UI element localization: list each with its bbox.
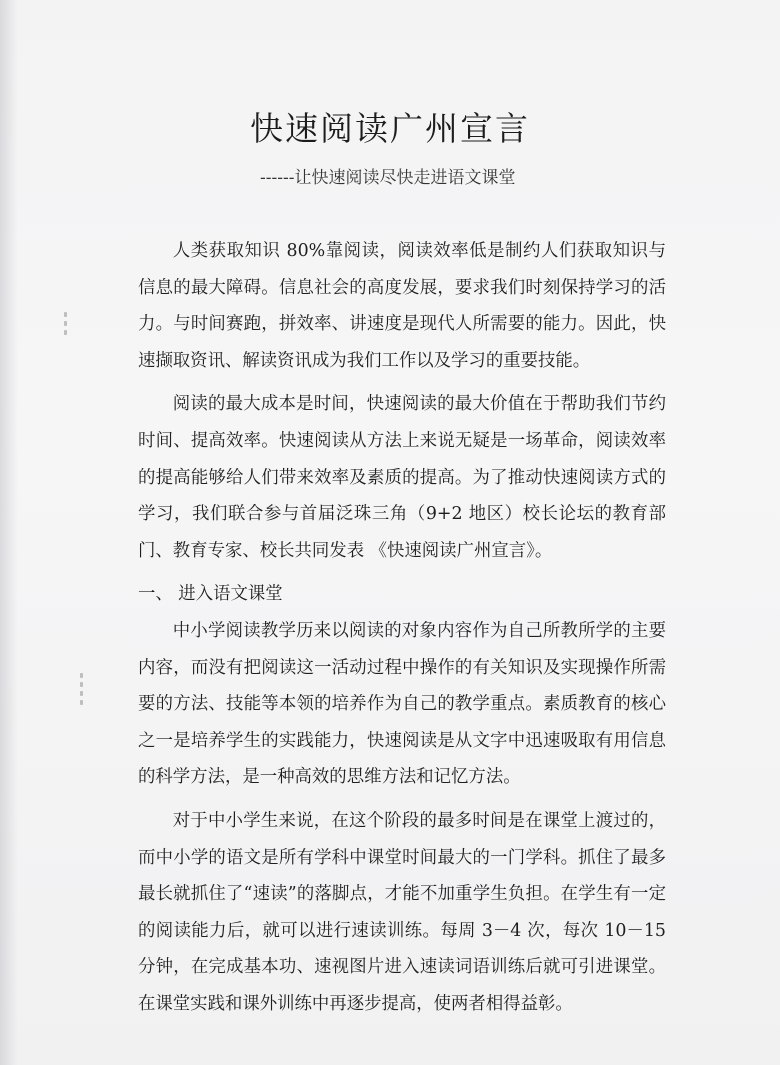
document-body bbox=[138, 233, 666, 1029]
body-paragraph: 阅读的最大成本是时间，快速阅读的最大价值在于帮助我们节约时间、提高效率。快速阅读从方法上来说无疑是一场革命，阅读效率的提高能够给人们带来效率及素质的提高。为了推动快速阅读方式的学习，我们联合参与首届泛珠三角（9+2 地区）校长论坛的教育部门、教育专家、校长共同发表 《快速阅读广州宣言》。 bbox=[138, 394, 666, 561]
body-paragraph: 对于中小学生来说，在这个阶段的最多时间是在课堂上渡过的，而中小学的语文是所有学科中课堂时间最大的一门学科。抓住了最多最长就抓住了“速读”的落脚点，才能不加重学生负担。在学生有一定的阅读能力后，就可以进行速读训练。每周 3－4 次，每次 10－15 分钟，在完成基本功、速视图片进入速读词语训练后就可引进课堂。在课堂实践和课外训练中再逐步提高，使两者相得益彰。 bbox=[138, 810, 666, 1014]
body-paragraph: 人类获取知识 80%靠阅读，阅读效率低是制约人们获取知识与信息的最大障碍。信息社会的高度发展，要求我们时刻保持学习的活力。与时间赛跑，拼效率、讲速度是现代人所需要的能力。因此，快速撷取资讯、解读资讯成为我们工作以及学习的重要技能。 bbox=[138, 241, 666, 371]
body-paragraph: 中小学阅读教学历来以阅读的对象内容作为自己所教所学的主要内容，而没有把阅读这一活动过程中操作的有关知识及实现操作所需要的方法、技能等本领的培养作为自己的教学重点。素质教育的核心之一是培养学生的实践能力，快速阅读是从文字中迅速吸取有用信息的科学方法，是一种高效的思维方法和记忆方法。 bbox=[138, 620, 666, 788]
scan-edge-shadow bbox=[0, 0, 18, 1065]
document-subtitle: ------让快速阅读尽快走进语文课堂 bbox=[260, 168, 516, 188]
margin-handwriting-mark bbox=[80, 673, 84, 719]
margin-handwriting-mark bbox=[64, 312, 68, 348]
document-title: 快速阅读广州宣言 bbox=[250, 109, 530, 148]
section-heading: 一、 进入语文课堂 bbox=[138, 584, 283, 605]
